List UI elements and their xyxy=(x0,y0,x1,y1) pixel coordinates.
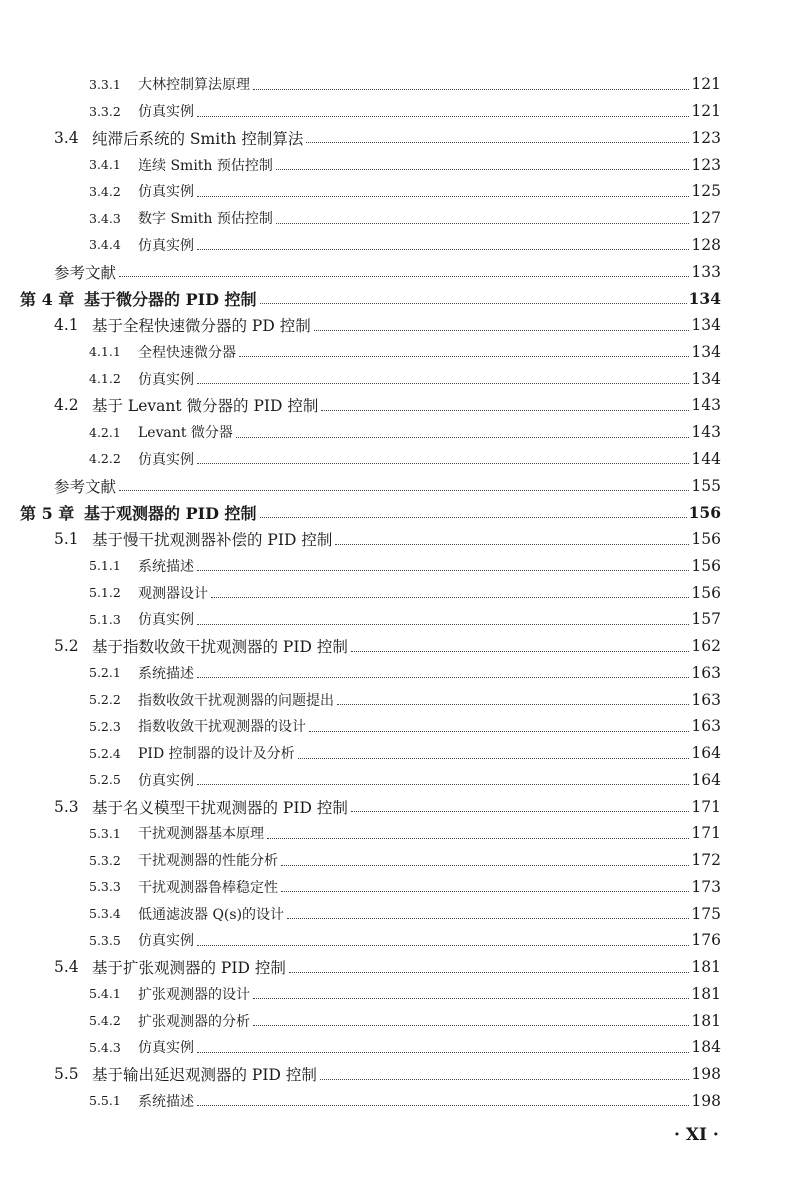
toc-entry[interactable] xyxy=(0,740,721,767)
toc-entry-page: 134 xyxy=(691,369,721,388)
toc-entry-number: 4.1.1 xyxy=(89,344,121,360)
toc-entry-title: 参考文献 xyxy=(54,263,117,282)
toc-entry-page: 171 xyxy=(691,797,721,816)
toc-entry-page: 171 xyxy=(691,824,721,843)
toc-entry-number: 5.2.5 xyxy=(89,772,121,788)
toc-entry-page: 121 xyxy=(691,75,721,94)
toc-entry-title: 系统描述 xyxy=(138,665,194,682)
toc-entry-page: 163 xyxy=(691,663,721,682)
toc-entry-number: 3.4.4 xyxy=(89,237,121,253)
toc-entry-number: 5.3.2 xyxy=(89,852,121,868)
dot-leader xyxy=(260,517,687,518)
toc-entry-number: 5.4.3 xyxy=(89,1039,121,1055)
toc-entry-title: 干扰观测器基本原理 xyxy=(138,826,264,843)
dot-leader xyxy=(321,410,689,411)
toc-entry-title: 仿真实例 xyxy=(138,104,194,121)
dot-leader xyxy=(351,811,690,812)
toc-entry-title: 扩张观测器的分析 xyxy=(138,1013,250,1030)
dot-leader xyxy=(119,490,689,491)
toc-entry-page: 156 xyxy=(691,556,721,575)
toc-entry-page: 127 xyxy=(691,209,721,228)
dot-leader xyxy=(197,463,689,464)
toc-entry[interactable] xyxy=(0,900,721,927)
toc-entry[interactable] xyxy=(0,847,721,874)
dot-leader xyxy=(253,1025,689,1026)
toc-entry-title: 基于微分器的 PID 控制 xyxy=(84,289,257,309)
toc-entry-page: 163 xyxy=(691,717,721,736)
dot-leader xyxy=(197,1105,689,1106)
toc-entry-page: 184 xyxy=(691,1038,721,1057)
toc-entry[interactable] xyxy=(0,285,721,312)
toc-entry[interactable] xyxy=(0,71,721,98)
dot-leader xyxy=(309,731,689,732)
dot-leader xyxy=(276,223,690,224)
toc-entry-number: 5.1.3 xyxy=(89,611,121,627)
toc-entry-page: 133 xyxy=(691,262,721,281)
dot-leader xyxy=(253,89,689,90)
toc-entry[interactable] xyxy=(0,633,721,660)
toc-entry[interactable] xyxy=(0,232,721,259)
toc-entry-page: 156 xyxy=(688,502,721,522)
toc-entry[interactable] xyxy=(0,392,721,419)
toc-entry-title: 基于 Levant 微分器的 PID 控制 xyxy=(92,397,319,416)
toc-entry-title: 连续 Smith 预估控制 xyxy=(138,157,273,174)
toc-entry[interactable] xyxy=(0,713,721,740)
toc-entry-page: 181 xyxy=(691,958,721,977)
toc-entry-number: 3.4.2 xyxy=(89,183,121,199)
toc-entry-page: 123 xyxy=(691,155,721,174)
toc-entry-title: 纯滞后系统的 Smith 控制算法 xyxy=(92,129,304,148)
toc-entry[interactable] xyxy=(0,660,721,687)
toc-entry-title: 指数收敛干扰观测器的设计 xyxy=(138,719,306,736)
toc-entry[interactable] xyxy=(0,553,721,580)
toc-entry[interactable] xyxy=(0,178,721,205)
dot-leader xyxy=(253,998,689,999)
toc-entry-title: 全程快速微分器 xyxy=(138,344,236,361)
toc-entry[interactable] xyxy=(0,258,721,285)
dot-leader xyxy=(197,249,689,250)
dot-leader xyxy=(197,945,689,946)
toc-entry[interactable] xyxy=(0,312,721,339)
toc-entry-title: 基于输出延迟观测器的 PID 控制 xyxy=(92,1066,317,1085)
toc-entry-number: 4.2.1 xyxy=(89,424,121,440)
toc-entry[interactable] xyxy=(0,446,721,473)
toc-entry-page: 173 xyxy=(691,877,721,896)
toc-entry[interactable] xyxy=(0,981,721,1008)
toc-entry-title: PID 控制器的设计及分析 xyxy=(138,746,295,763)
toc-entry-number: 5.4.1 xyxy=(89,986,121,1002)
toc-entry-title: 基于观测器的 PID 控制 xyxy=(84,503,257,523)
toc-entry-page: 157 xyxy=(691,610,721,629)
toc-entry-title: 基于指数收敛干扰观测器的 PID 控制 xyxy=(92,638,348,657)
toc-entry-number: 5.4 xyxy=(54,958,79,977)
toc-entry-number: 第 4 章 xyxy=(20,289,75,309)
toc-entry[interactable] xyxy=(0,820,721,847)
toc-entry[interactable] xyxy=(0,419,721,446)
toc-entry-page: 172 xyxy=(691,851,721,870)
dot-leader xyxy=(197,383,689,384)
toc-entry-title: 干扰观测器的性能分析 xyxy=(138,853,278,870)
dot-leader xyxy=(236,437,689,438)
toc-entry-number: 4.2 xyxy=(54,396,79,415)
dot-leader xyxy=(281,891,689,892)
toc-entry[interactable] xyxy=(0,606,721,633)
dot-leader xyxy=(197,196,689,197)
toc-entry-number: 5.2.3 xyxy=(89,718,121,734)
toc-entry[interactable] xyxy=(0,579,721,606)
toc-entry-number: 3.4.1 xyxy=(89,157,121,173)
toc-entry-page: 134 xyxy=(688,288,721,308)
dot-leader xyxy=(197,570,689,571)
toc-entry[interactable] xyxy=(0,339,721,366)
toc-entry-number: 5.1.1 xyxy=(89,558,121,574)
dot-leader xyxy=(197,624,689,625)
toc-entry-title: 仿真实例 xyxy=(138,612,194,629)
toc-entry-title: 仿真实例 xyxy=(138,1040,194,1057)
toc-entry-number: 3.3.2 xyxy=(89,103,121,119)
toc-entry-page: 125 xyxy=(691,182,721,201)
dot-leader xyxy=(320,1079,690,1080)
toc-entry-page: 176 xyxy=(691,931,721,950)
toc-entry-page: 198 xyxy=(691,1065,721,1084)
toc-entry-number: 5.2.2 xyxy=(89,692,121,708)
dot-leader xyxy=(289,972,690,973)
toc-entry-number: 5.2 xyxy=(54,637,79,656)
dot-leader xyxy=(197,1052,689,1053)
toc-entry-number: 3.3.1 xyxy=(89,76,121,92)
dot-leader xyxy=(267,838,689,839)
toc-entry[interactable] xyxy=(0,472,721,499)
toc-entry-number: 第 5 章 xyxy=(20,503,75,523)
toc-entry-number: 3.4 xyxy=(54,128,79,147)
dot-leader xyxy=(337,704,689,705)
dot-leader xyxy=(351,651,690,652)
toc-entry-title: 仿真实例 xyxy=(138,371,194,388)
toc-entry-number: 5.3.3 xyxy=(89,879,121,895)
toc-entry-page: 156 xyxy=(691,583,721,602)
toc-entry-number: 4.1.2 xyxy=(89,371,121,387)
toc-entry-page: 164 xyxy=(691,770,721,789)
toc-entry-title: 指数收敛干扰观测器的问题提出 xyxy=(138,692,334,709)
dot-leader xyxy=(211,597,689,598)
toc-entry[interactable] xyxy=(0,1088,721,1115)
toc-entry[interactable] xyxy=(0,874,721,901)
toc-entry[interactable] xyxy=(0,1061,721,1088)
toc-entry[interactable] xyxy=(0,1007,721,1034)
toc-entry-number: 4.1 xyxy=(54,316,79,335)
toc-entry-number: 5.1.2 xyxy=(89,585,121,601)
toc-entry-page: 128 xyxy=(691,235,721,254)
toc-entry-page: 143 xyxy=(691,396,721,415)
toc-entry[interactable] xyxy=(0,205,721,232)
toc-entry-number: 5.2.1 xyxy=(89,665,121,681)
toc-entry[interactable] xyxy=(0,499,721,526)
toc-entry[interactable] xyxy=(0,125,721,152)
toc-entry-page: 163 xyxy=(691,690,721,709)
toc-entry-number: 5.5.1 xyxy=(89,1093,121,1109)
toc-entry-number: 5.4.2 xyxy=(89,1013,121,1029)
dot-leader xyxy=(239,356,689,357)
toc-entry-page: 143 xyxy=(691,423,721,442)
toc-entry-number: 5.1 xyxy=(54,530,79,549)
toc-entry-number: 5.3.4 xyxy=(89,906,121,922)
toc-entry-page: 134 xyxy=(691,342,721,361)
toc-entry-number: 5.5 xyxy=(54,1065,79,1084)
dot-leader xyxy=(276,169,690,170)
dot-leader xyxy=(281,865,689,866)
toc-entry-title: 基于扩张观测器的 PID 控制 xyxy=(92,959,286,978)
dot-leader xyxy=(287,918,689,919)
toc-entry[interactable] xyxy=(0,793,721,820)
toc-entry[interactable] xyxy=(0,686,721,713)
toc-entry-title: 基于名义模型干扰观测器的 PID 控制 xyxy=(92,798,348,817)
toc-entry-title: 系统描述 xyxy=(138,558,194,575)
toc-entry-title: 干扰观测器鲁棒稳定性 xyxy=(138,879,278,896)
toc-entry-title: 扩张观测器的设计 xyxy=(138,986,250,1003)
dot-leader xyxy=(119,276,689,277)
toc-entry-number: 4.2.2 xyxy=(89,451,121,467)
toc-entry-title: 仿真实例 xyxy=(138,933,194,950)
toc-entry-title: 基于全程快速微分器的 PD 控制 xyxy=(92,317,311,336)
dot-leader xyxy=(197,784,689,785)
toc-entry[interactable] xyxy=(0,98,721,125)
toc-entry-page: 144 xyxy=(691,449,721,468)
toc-entry-title: 低通滤波器 Q(s)的设计 xyxy=(138,906,285,923)
toc-entry-title: 仿真实例 xyxy=(138,451,194,468)
toc-entry-page: 162 xyxy=(691,637,721,656)
toc-entry[interactable] xyxy=(0,767,721,794)
toc-entry-title: 系统描述 xyxy=(138,1093,194,1110)
toc-entry-number: 5.3.5 xyxy=(89,932,121,948)
toc-entry[interactable] xyxy=(0,365,721,392)
toc-entry[interactable] xyxy=(0,954,721,981)
toc-entry-title: 基于慢干扰观测器补偿的 PID 控制 xyxy=(92,531,333,550)
toc-entry-page: 156 xyxy=(691,530,721,549)
toc-entry[interactable] xyxy=(0,151,721,178)
dot-leader xyxy=(197,677,689,678)
toc-entry-page: 123 xyxy=(691,128,721,147)
toc-entry-page: 134 xyxy=(691,316,721,335)
toc-entry-title: Levant 微分器 xyxy=(138,425,233,442)
toc-entry-page: 198 xyxy=(691,1091,721,1110)
toc-entry-title: 仿真实例 xyxy=(138,184,194,201)
dot-leader xyxy=(314,330,690,331)
toc-entry-number: 3.4.3 xyxy=(89,210,121,226)
dot-leader xyxy=(197,116,689,117)
toc-entry-page: 121 xyxy=(691,102,721,121)
toc-entry-page: 175 xyxy=(691,904,721,923)
toc-entry-number: 5.3 xyxy=(54,797,79,816)
toc-entry[interactable] xyxy=(0,1034,721,1061)
toc-entry-title: 大林控制算法原理 xyxy=(138,77,250,94)
toc-entry-page: 155 xyxy=(691,476,721,495)
dot-leader xyxy=(298,758,690,759)
toc-entry-title: 参考文献 xyxy=(54,477,117,496)
toc-entry-title: 观测器设计 xyxy=(138,585,208,602)
dot-leader xyxy=(335,544,689,545)
toc-entry-title: 数字 Smith 预估控制 xyxy=(138,211,273,228)
toc-entry-page: 164 xyxy=(691,744,721,763)
toc-entry-title: 仿真实例 xyxy=(138,237,194,254)
toc-entry-page: 181 xyxy=(691,984,721,1003)
toc-entry-number: 5.2.4 xyxy=(89,745,121,761)
toc-entry-page: 181 xyxy=(691,1011,721,1030)
toc-entry[interactable] xyxy=(0,526,721,553)
dot-leader xyxy=(306,142,689,143)
toc-entry[interactable] xyxy=(0,927,721,954)
toc-entry-number: 5.3.1 xyxy=(89,825,121,841)
dot-leader xyxy=(260,303,687,304)
toc-entry-title: 仿真实例 xyxy=(138,772,194,789)
page-number: · XI · xyxy=(674,1125,719,1145)
